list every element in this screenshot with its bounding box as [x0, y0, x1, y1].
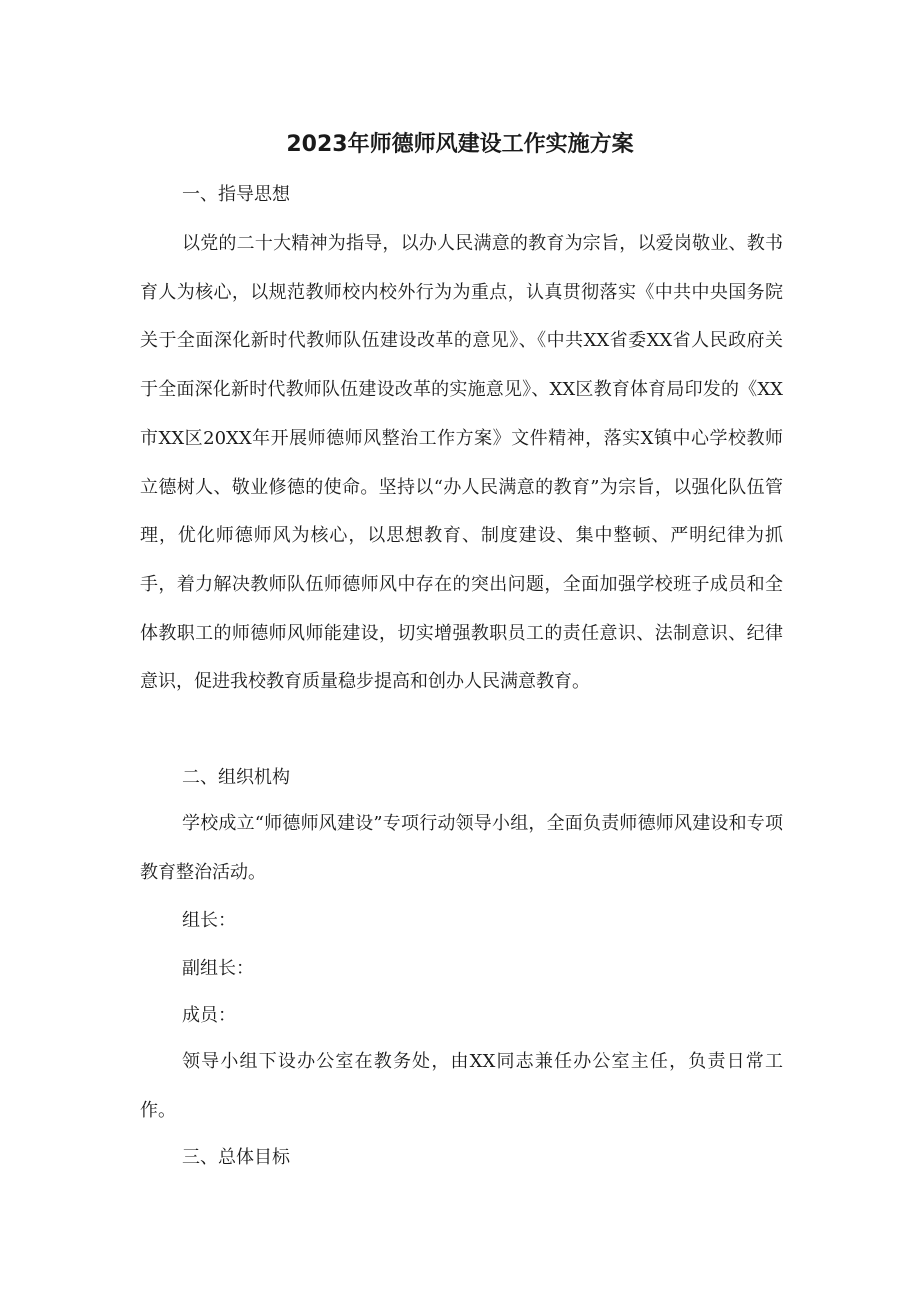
section-heading-guiding-ideology: 一、指导思想: [182, 184, 290, 205]
document-title: 2023年师德师风建设工作实施方案: [286, 132, 634, 157]
paragraph-office: 领导小组下设办公室在教务处，由XX同志兼任办公室主任，负责日常工作。: [140, 1051, 783, 1121]
deputy-leader-label: 副组长：: [182, 958, 254, 979]
members-label: 成员：: [182, 1005, 236, 1026]
paragraph-organization: 学校成立“师德师风建设”专项行动领导小组，全面负责师德师风建设和专项教育整治活动。: [140, 813, 783, 883]
section-heading-overall-goals: 三、总体目标: [182, 1147, 290, 1168]
leader-label: 组长：: [182, 910, 236, 931]
paragraph-guiding-ideology: 以党的二十大精神为指导，以办人民满意的教育为宗旨，以爱岗敬业、教书育人为核心，以规范教师校内校外行为为重点，认真贯彻落实《中共中央国务院关于全面深化新时代教师队伍建设改革的意见》、《中共XX省委XX省人民政府关于全面深化新时代教师队伍建设改革的实施意见》、XX区教育体育局印发的《XX市XX区20XX年开展师德师风整治工作方案》文件精神，落实X镇中心学校教师立德树人、敬业修德的使命。坚持以“办人民满意的教育”为宗旨，以强化队伍管理，优化师德师风为核心，以思想教育、制度建设、集中整顿、严明纪律为抓手，着力解决教师队伍师德师风中存在的突出问题，全面加强学校班子成员和全体教职工的师德师风师能建设，切实增强教职员工的责任意识、法制意识、纪律意识，促进我校教育质量稳步提高和创办人民满意教育。: [140, 233, 783, 693]
section-heading-organization: 二、组织机构: [182, 767, 290, 788]
